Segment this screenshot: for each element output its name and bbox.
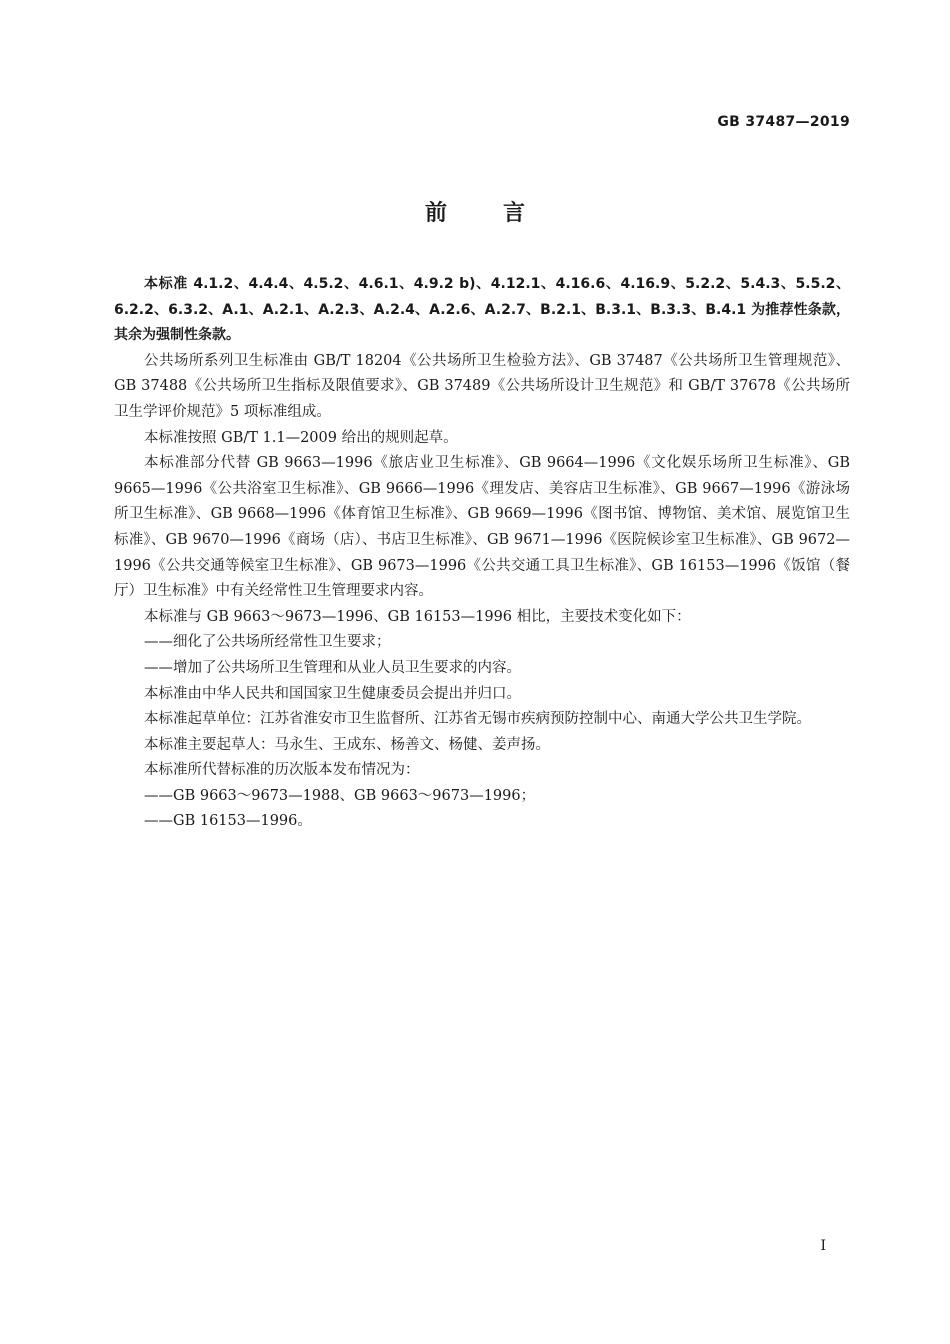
paragraph-drafting-units: 本标准起草单位：江苏省淮安市卫生监督所、江苏省无锡市疾病预防控制中心、南通大学公共卫生学院。 bbox=[144, 711, 811, 728]
list-item-change-1: ——细化了公共场所经常性卫生要求； bbox=[144, 634, 391, 651]
page-title: 前言 bbox=[424, 201, 581, 226]
paragraph-drafters: 本标准主要起草人：马永生、王成东、杨善文、杨健、姜声扬。 bbox=[144, 736, 550, 753]
paragraph-history-intro: 本标准所代替标准的历次版本发布情况为： bbox=[144, 762, 420, 779]
paragraph-drafting-rules: 本标准按照 GB/T 1.1—2009 给出的规则起草。 bbox=[144, 429, 458, 446]
standard-code: GB 37487—2019 bbox=[717, 114, 850, 130]
paragraph-replaces: 本标准部分代替 GB 9663—1996《旅店业卫生标准》、GB 9664—1996《文化娱乐场所卫生标准》、GB 9665—1996《公共浴室卫生标准》、GB 9666—1996《理发店、美容店卫生标准》、GB 9667—1996《游泳场所卫生标准》、GB 9668—1996《体育馆卫生标准》、GB 9669—1996《图书馆、博物馆、美术馆、展览馆卫生标准》、GB 9670—1996《商场（店）、书店卫生标准》、GB 9671—1996《医院候诊室卫生标准》、GB 9672—1996《公共交通等候室卫生标准》、GB 9673—1996《公共交通工具卫生标准》、GB 16153—1996《饭馆（餐厅）卫生标准》中有关经常性卫生管理要求内容。 bbox=[114, 455, 850, 600]
paragraph-series-standards: 公共场所系列卫生标准由 GB/T 18204《公共场所卫生检验方法》、GB 37487《公共场所卫生管理规范》、GB 37488《公共场所卫生指标及限值要求》、GB 37489《公共场所设计卫生规范》和 GB/T 37678《公共场所卫生学评价规范》5 项标准组成。 bbox=[114, 352, 850, 420]
list-item-change-2: ——增加了公共场所卫生管理和从业人员卫生要求的内容。 bbox=[144, 659, 521, 676]
paragraph-changes-intro: 本标准与 GB 9663～9673—1996、GB 16153—1996 相比，主要技术变化如下： bbox=[144, 608, 691, 625]
list-item-history-1: ——GB 9663～9673—1988、GB 9663～9673—1996； bbox=[144, 787, 536, 804]
paragraph-proposed-by: 本标准由中华人民共和国国家卫生健康委员会提出并归口。 bbox=[144, 685, 521, 702]
list-item-history-2: ——GB 16153—1996。 bbox=[144, 813, 312, 830]
page-number: I bbox=[820, 1238, 826, 1254]
foreword-body bbox=[114, 272, 850, 835]
paragraph-recommended-clauses: 本标准 4.1.2、4.4.4、4.5.2、4.6.1、4.9.2 b)、4.12.1、4.16.6、4.16.9、5.2.2、5.4.3、5.5.2、6.2.2、6.3.2、A.1、A.2.1、A.2.3、A.2.4、A.2.6、A.2.7、B.2.1、B.3.1、B.3.3、B.4.1 为推荐性条款，其余为强制性条款。 bbox=[114, 276, 850, 344]
